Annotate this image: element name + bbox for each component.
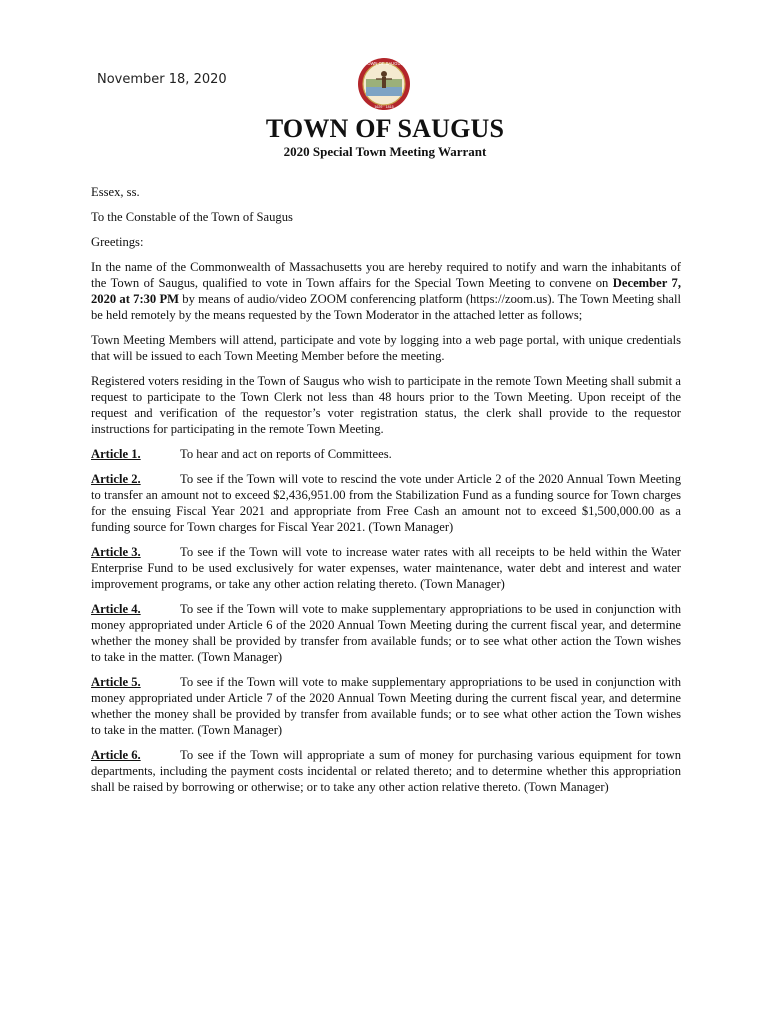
article-label: Article 4. xyxy=(91,602,141,616)
intro-paragraph-start: In the name of the Commonwealth of Massachusetts you are hereby required to notify and warn the inhabitants of the Town of Saugus, qualified to vote in Town affairs for the Special Town Meeting to convene on xyxy=(91,260,681,290)
meeting-date: December 7, 2020 at 7:30 PM xyxy=(91,276,682,306)
article xyxy=(91,747,681,795)
article-label: Article 3. xyxy=(91,545,141,559)
article-label: Article 6. xyxy=(91,748,141,762)
page-title: TOWN OF SAUGUS xyxy=(265,114,505,143)
article xyxy=(91,674,681,738)
county-line: Essex, ss. xyxy=(91,185,140,199)
town-seal-logo xyxy=(348,57,420,111)
article-text: To see if the Town will appropriate a sum of money for purchasing various equipment for town departments, including the payment costs incidental or related thereto; and to determine whether this appropriation shall be raised by borrowing or otherwise; or to take any other action relative thereto. (Town Manager) xyxy=(91,748,681,794)
article-text: To see if the Town will vote to rescind the vote under Article 2 of the 2020 Annual Town Meeting to transfer an amount not to exceed $2,436,951.00 from the Stabilization Fund as a funding source for Town charges for the ensuing Fiscal Year 2021 and appropriate from Free Cash an amount not to exceed $1,500,000.00 as a funding source for Town charges for Fiscal Year 2021. (Town Manager) xyxy=(91,472,681,534)
warrant-body xyxy=(91,184,681,804)
greeting-line: Greetings: xyxy=(91,235,144,249)
article xyxy=(91,601,681,665)
intro-paragraph-end: by means of audio/video ZOOM conferencing platform (https://zoom.us). The Town Meeting shall be held remotely by the means requested by the Town Moderator in the attached letter as follows; xyxy=(91,292,681,322)
article-text: To see if the Town will vote to increase water rates with all receipts to be held within the Water Enterprise Fund to be used exclusively for water expenses, water maintenance, water debt and interest and water improvement programs, or take any other action relating thereto. (Town Manager) xyxy=(91,545,681,591)
page-subtitle: 2020 Special Town Meeting Warrant xyxy=(283,144,487,159)
article-label: Article 1. xyxy=(91,447,141,461)
article-text: To hear and act on reports of Committees. xyxy=(180,447,392,461)
article xyxy=(91,471,681,535)
svg-text:TOWN OF SAUGUS: TOWN OF SAUGUS xyxy=(364,61,404,66)
article-label: Article 2. xyxy=(91,472,141,486)
members-paragraph: Town Meeting Members will attend, participate and vote by logging into a web page portal, with unique credentials that will be issued to each Town Meeting Member before the meeting. xyxy=(91,333,681,363)
voters-paragraph: Registered voters residing in the Town of Saugus who wish to participate in the remote Town Meeting shall submit a request to participate to the Town Clerk not less than 48 hours prior to the Town Meeting. Upon receipt of the request and verification of the requestor’s voter registration status, the clerk shall provide to the requestor instructions for participating in the remote Town Meeting. xyxy=(91,374,681,436)
article xyxy=(91,544,681,592)
intro-paragraph xyxy=(91,259,681,323)
article-label: Article 5. xyxy=(91,675,141,689)
svg-text:1629 · 1815: 1629 · 1815 xyxy=(374,105,394,109)
document-date: November 18, 2020 xyxy=(97,72,227,87)
article-text: To see if the Town will vote to make supplementary appropriations to be used in conjunction with money appropriated under Article 7 of the 2020 Annual Town Meeting during the current fiscal year, and determine whether the money shall be provided by transfer from available funds; or to see what other action the Town wishes to take in the matter. (Town Manager) xyxy=(91,675,681,737)
article xyxy=(91,446,681,462)
addressee-line: To the Constable of the Town of Saugus xyxy=(91,210,293,224)
article-text: To see if the Town will vote to make supplementary appropriations to be used in conjunction with money appropriated under Article 6 of the 2020 Annual Town Meeting during the current fiscal year, and determine whether the money shall be provided by transfer from available funds; or to see what other action the Town wishes to take in the matter. (Town Manager) xyxy=(91,602,681,664)
